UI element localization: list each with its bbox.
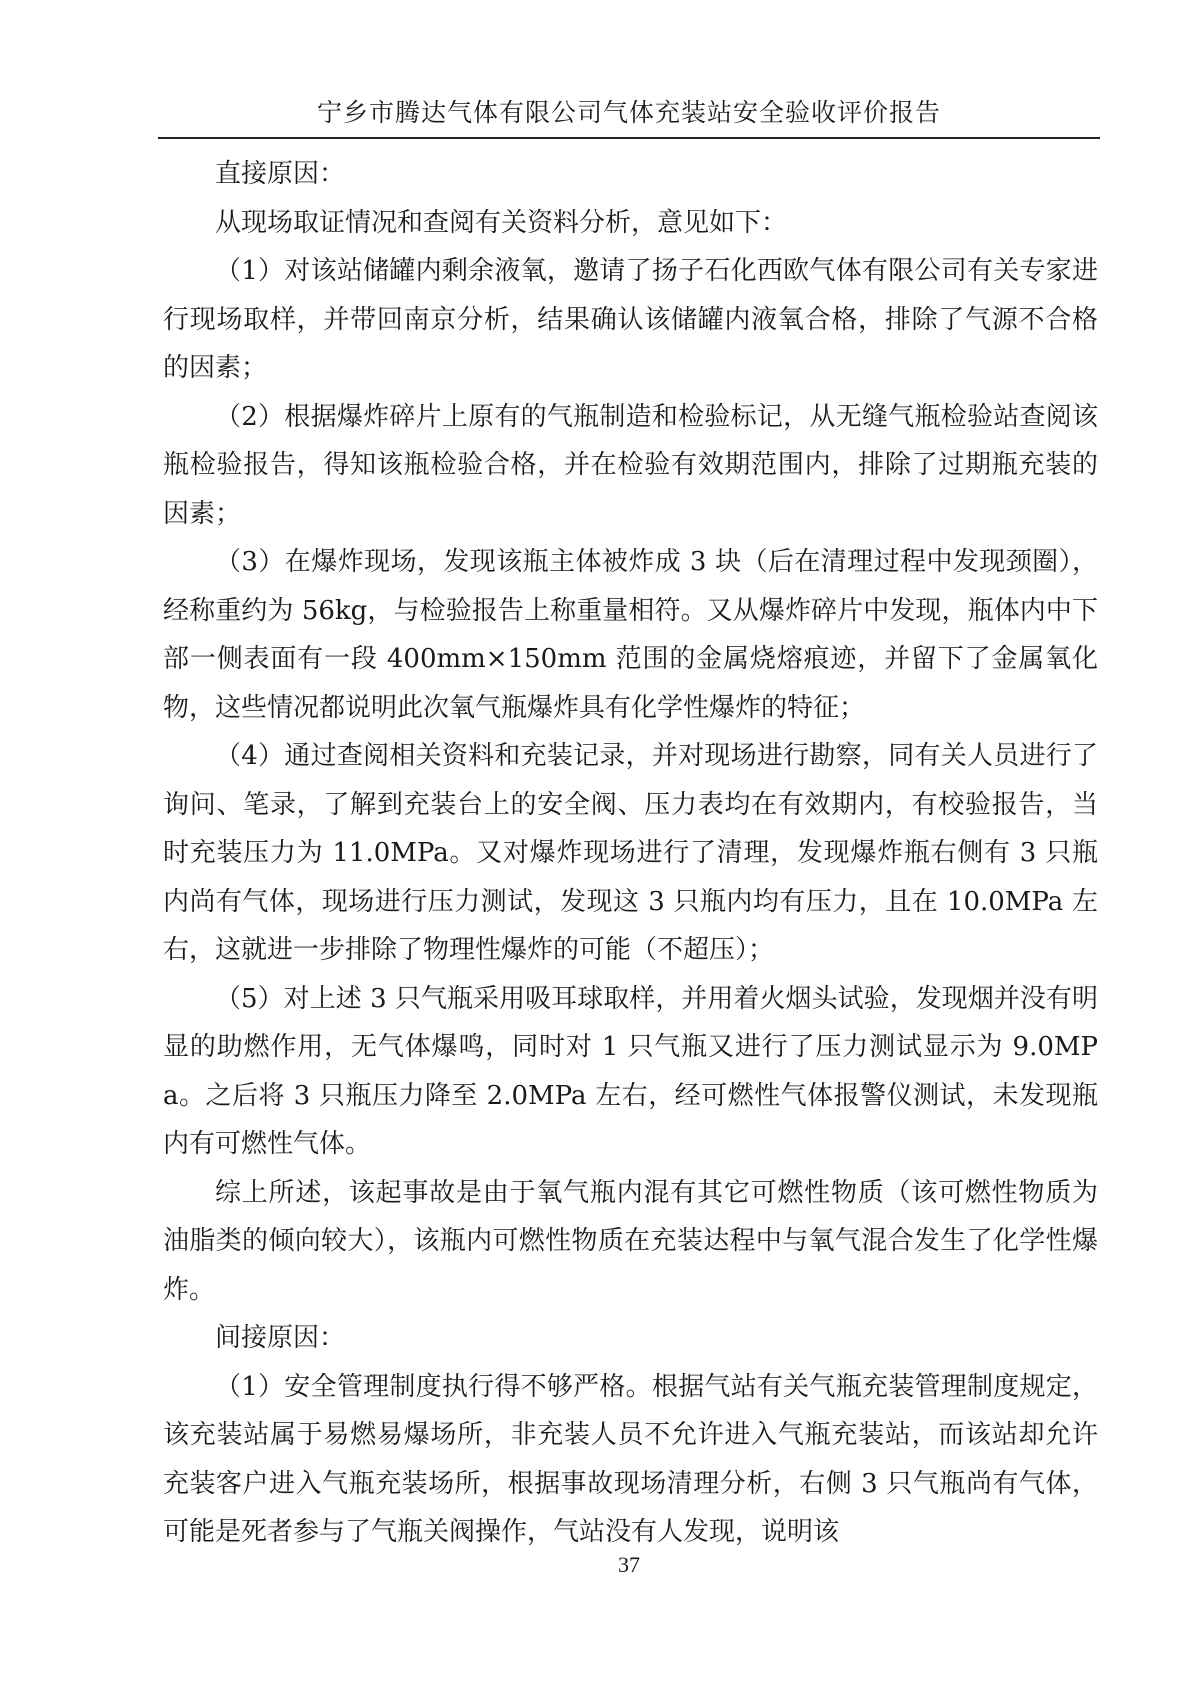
page-number: 37 <box>618 1552 640 1577</box>
paragraph-intro: 从现场取证情况和查阅有关资料分析，意见如下： <box>215 207 788 238</box>
page-header-title: 宁乡市腾达气体有限公司气体充装站安全验收评价报告 <box>316 98 941 127</box>
header-divider <box>158 137 1100 139</box>
paragraph-item-5: （5）对上述 3 只气瓶采用吸耳球取样，并用着火烟头试验，发现烟并没有明显的助燃作用，无气体爆鸣，同时对 1 只气瓶又进行了压力测试显示为 9.0MPa。之后将 3 只瓶压力降至 2.0MPa 左右，经可燃性气体报警仪测试，未发现瓶内有可燃性气体。 <box>163 983 1098 1159</box>
paragraph-indirect-cause-heading: 间接原因： <box>215 1323 346 1353</box>
paragraph-direct-cause-heading: 直接原因： <box>215 159 346 189</box>
document-body <box>163 150 1098 1557</box>
paragraph-item-2: （2）根据爆炸碎片上原有的气瓶制造和检验标记，从无缝气瓶检验站查阅该瓶检验报告，得知该瓶检验合格，并在检验有效期范围内，排除了过期瓶充装的因素； <box>163 401 1098 529</box>
paragraph-item-4: （4）通过查阅相关资料和充装记录，并对现场进行勘察，同有关人员进行了询问、笔录，了解到充装台上的安全阀、压力表均在有效期内，有校验报告，当时充装压力为 11.0MPa。又对爆炸现场进行了清理，发现爆炸瓶右侧有 3 只瓶内尚有气体，现场进行压力测试，发现这 3 只瓶内均有压力，且在 10.0MPa 左右，这就进一步排除了物理性爆炸的可能（不超压）； <box>163 741 1098 965</box>
paragraph-indirect-item-1: （1）安全管理制度执行得不够严格。根据气站有关气瓶充装管理制度规定，该充装站属于易燃易爆场所，非充装人员不允许进入气瓶充装站，而该站却允许充装客户进入气瓶充装场所，根据事故现场清理分析，右侧 3 只气瓶尚有气体，可能是死者参与了气瓶关阀操作，气站没有人发现，说明该 <box>163 1371 1098 1547</box>
paragraph-summary: 综上所述，该起事故是由于氧气瓶内混有其它可燃性物质（该可燃性物质为油脂类的倾向较大），该瓶内可燃性物质在充装达程中与氧气混合发生了化学性爆炸。 <box>163 1177 1098 1305</box>
paragraph-item-1: （1）对该站储罐内剩余液氧，邀请了扬子石化西欧气体有限公司有关专家进行现场取样，并带回南京分析，结果确认该储罐内液氧合格，排除了气源不合格的因素； <box>163 256 1098 383</box>
paragraph-item-3: （3）在爆炸现场，发现该瓶主体被炸成 3 块（后在清理过程中发现颈圈），经称重约为 56kg，与检验报告上称重量相符。又从爆炸碎片中发现，瓶体内中下部一侧表面有一段 400mm×150mm 范围的金属烧熔痕迹，并留下了金属氧化物，这些情况都说明此次氧气瓶爆炸具有化学性爆炸的特征； <box>163 547 1098 723</box>
